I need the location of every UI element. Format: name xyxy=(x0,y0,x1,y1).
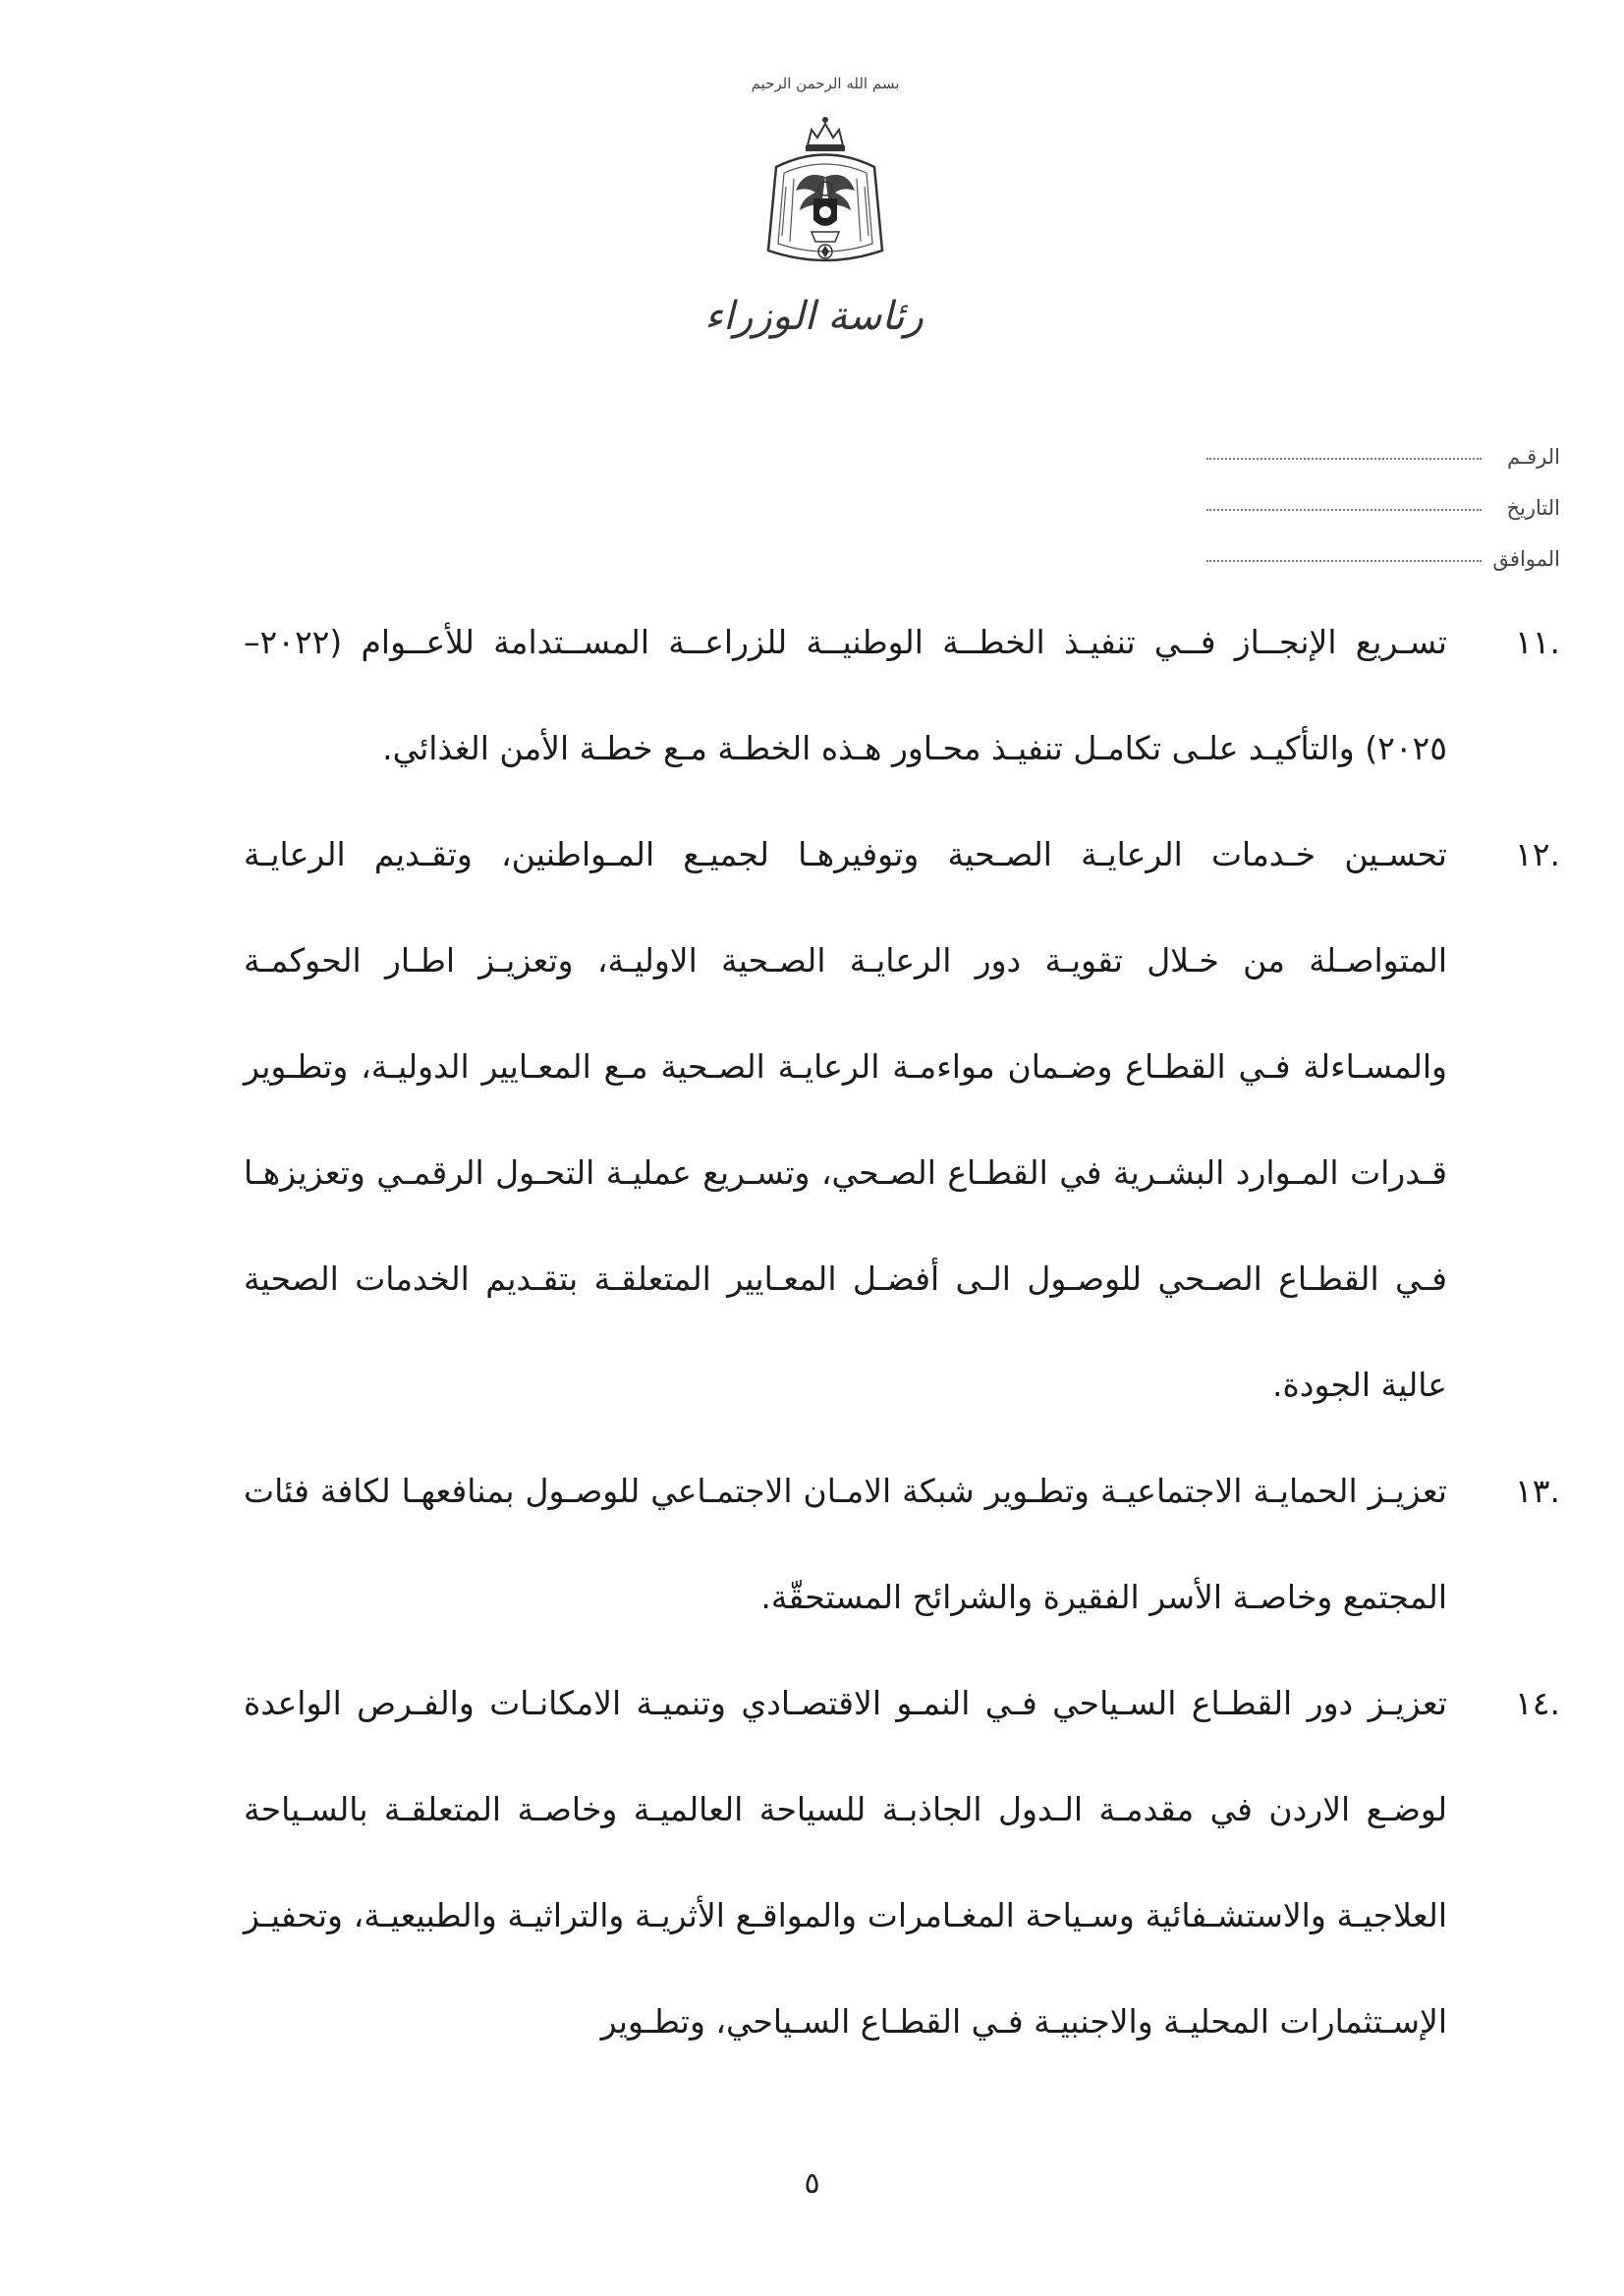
list-item-text: تعزيـز الحمايـة الاجتماعيـة وتطـوير شبكة الامـان الاجتمـاعي للوصـول بمنافعهـا لكافة فئات المجتمع وخاصـة الأسر الفقيرة والشرائح المستحقّة. xyxy=(244,1472,1447,1616)
list-item xyxy=(244,1651,1560,2075)
reference-corresponding-label: الموافق xyxy=(1492,547,1560,571)
list-item-number: .١١ xyxy=(1515,623,1560,661)
reference-block xyxy=(1206,418,1560,571)
basmala: بسم الله الرحمن الرحيم xyxy=(751,75,900,92)
list-item xyxy=(244,802,1560,1438)
office-name: رئاسة الوزراء xyxy=(704,294,924,339)
list-item-text: تعزيـز دور القطـاع السـياحي فـي النمـو الاقتصـادي وتنميـة الامكانـات والفـرص الواعدة لوضـع الاردن في مقدمـة الـدول الجاذبـة للسياحة العالميـة وخاصـة المتعلقـة بالسـياحة العلاجيـة والاستشـفائية وسـياحة المغـامرات والمواقـع الأثريـة والتراثيـة والطبيعيـة، وتحفيـز الإسـتثمارات المحليـة والاجنبيـة فـي القطـاع السـياحي، وتطـوير xyxy=(244,1684,1447,2041)
list-item-text: تسـريع الإنجــاز فــي تنفيـذ الخطــة الوطنيــة للزراعــة المســتدامة للأعــوام (٢٠٢٢– ٢٠٢٥) والتأكيـد علـى تكامـل تنفيـذ محـاور هـذه الخطـة مـع خطـة الأمن الغذائي. xyxy=(244,623,1447,767)
letterhead xyxy=(704,59,924,364)
list-item xyxy=(244,589,1560,802)
reference-number-row xyxy=(1206,418,1560,469)
reference-corresponding-row xyxy=(1206,520,1560,571)
reference-date-line xyxy=(1206,508,1482,511)
list-item-number: .١٣ xyxy=(1515,1472,1560,1510)
reference-corresponding-line xyxy=(1206,559,1482,562)
list-item-number: .١٤ xyxy=(1515,1684,1560,1722)
page-number: ٥ xyxy=(804,2166,820,2201)
coat-of-arms-icon xyxy=(756,108,894,275)
document-body xyxy=(244,589,1560,2075)
reference-date-label: التاريخ xyxy=(1506,496,1560,520)
list-item-number: .١٢ xyxy=(1515,835,1560,873)
reference-date-row xyxy=(1206,469,1560,520)
reference-number-label: الرقـم xyxy=(1507,445,1560,469)
list-item xyxy=(244,1438,1560,1651)
reference-number-line xyxy=(1206,457,1482,460)
list-item-text: تحسـين خـدمات الرعايـة الصـحية وتوفيرهـا لجميـع المـواطنين، وتقـديم الرعايـة المتواصـلة من خـلال تقويـة دور الرعايـة الصـحية الاوليـة، وتعزيـز اطـار الحوكمـة والمسـاءلة فـي القطـاع وضـمان مواءمـة الرعايـة الصـحية مـع المعـايير الدوليـة، وتطـوير قـدرات المـوارد البشـرية في القطـاع الصـحي، وتسـريع عمليـة التحـول الرقمـي وتعزيزهـا فـي القطـاع الصـحي للوصـول الـى أفضـل المعـايير المتعلقـة بتقـديم الخدمات الصحية عالية الجودة. xyxy=(244,835,1447,1404)
